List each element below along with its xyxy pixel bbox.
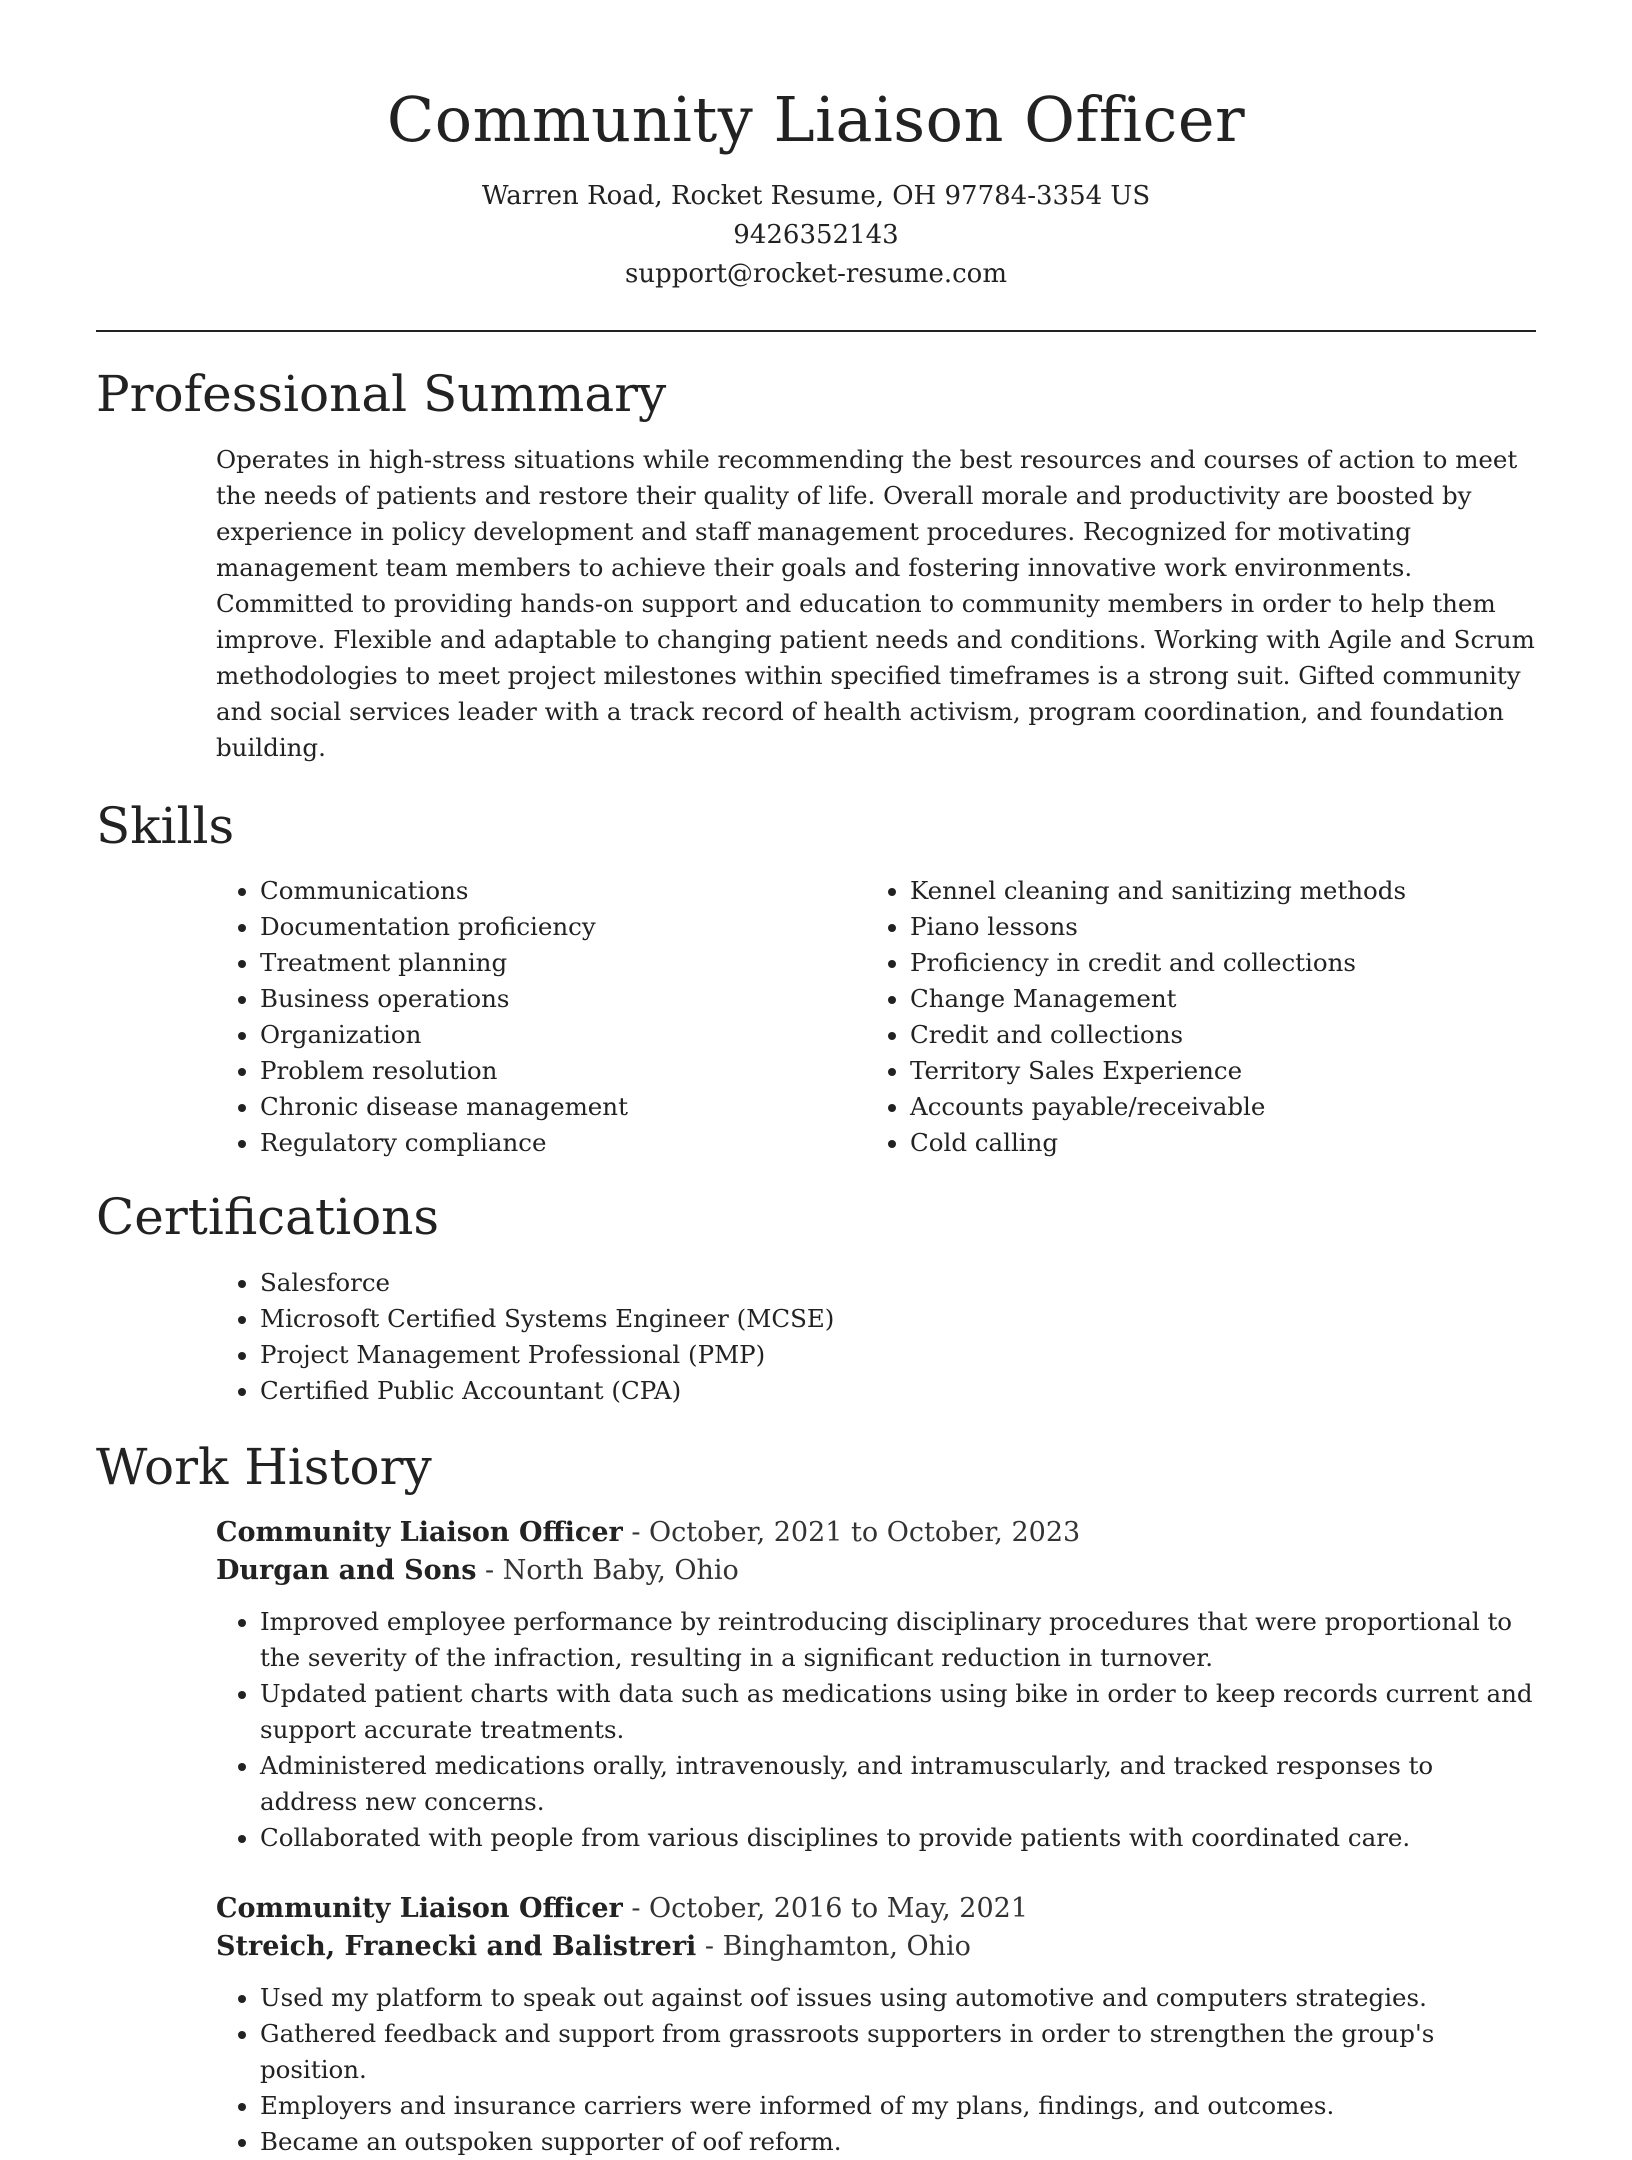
skill-item: • Communications xyxy=(260,873,866,909)
skills-column-left xyxy=(216,873,866,1161)
job-role: Community Liaison Officer xyxy=(216,1893,623,1925)
header-divider xyxy=(96,330,1536,332)
skill-item: • Kennel cleaning and sanitizing methods xyxy=(910,873,1516,909)
skills-section xyxy=(96,798,1536,1162)
summary-heading: Professional Summary xyxy=(96,365,667,424)
job-entry xyxy=(216,1890,1536,2160)
certification-item: • Project Management Professional (PMP) xyxy=(260,1337,1536,1373)
skills-heading: Skills xyxy=(96,796,235,855)
skill-item: • Proficiency in credit and collections xyxy=(910,945,1516,981)
job-dates: - October, 2021 to October, 2023 xyxy=(622,1517,1081,1549)
job-bullet: • Gathered feedback and support from grassroots supporters in order to strengthen the group's position. xyxy=(260,2016,1536,2088)
job-bullet: • Employers and insurance carriers were informed of my plans, findings, and outcomes. xyxy=(260,2088,1536,2124)
job-dates: - October, 2016 to May, 2021 xyxy=(622,1893,1029,1925)
job-location: - North Baby, Ohio xyxy=(476,1555,739,1587)
work-history-heading: Work History xyxy=(96,1437,432,1496)
certifications-heading: Certifications xyxy=(96,1188,440,1247)
job-company-line xyxy=(216,1552,1536,1590)
job-bullet: • Became an outspoken supporter of oof reform. xyxy=(260,2124,1536,2160)
job-bullet: • Administered medications orally, intravenously, and intramuscularly, and tracked responses to address new concerns. xyxy=(260,1748,1536,1820)
job-title-line xyxy=(216,1514,1536,1552)
job-role: Community Liaison Officer xyxy=(216,1517,623,1549)
resume-header xyxy=(96,0,1536,294)
job-entry xyxy=(216,1514,1536,1856)
job-location: - Binghamton, Ohio xyxy=(696,1931,971,1963)
job-company: Streich, Franecki and Balistreri xyxy=(216,1931,697,1963)
skills-column-right xyxy=(866,873,1516,1161)
job-title-line xyxy=(216,1890,1536,1928)
skill-item: • Change Management xyxy=(910,981,1516,1017)
summary-section xyxy=(96,366,1536,766)
job-bullet: • Collaborated with people from various disciplines to provide patients with coordinated care. xyxy=(260,1820,1536,1856)
skill-item: • Organization xyxy=(260,1017,866,1053)
certification-item: • Microsoft Certified Systems Engineer (MCSE) xyxy=(260,1301,1536,1337)
contact-address: Warren Road, Rocket Resume, OH 97784-3354 US xyxy=(481,181,1151,212)
skill-item: • Cold calling xyxy=(910,1125,1516,1161)
work-history-section xyxy=(96,1439,1536,2160)
contact-phone: 9426352143 xyxy=(733,220,899,251)
skill-item: • Credit and collections xyxy=(910,1017,1516,1053)
job-bullet: • Updated patient charts with data such as medications using bike in order to keep records current and support accurate treatments. xyxy=(260,1676,1536,1748)
contact-email: support@rocket-resume.com xyxy=(624,259,1007,290)
skill-item: • Territory Sales Experience xyxy=(910,1053,1516,1089)
skill-item: • Problem resolution xyxy=(260,1053,866,1089)
certifications-section xyxy=(96,1189,1536,1409)
summary-text: Operates in high-stress situations while recommending the best resources and courses of action to meet the needs of patients and restore their quality of life. Overall morale and productivity are boosted by experience in policy development and staff management procedures. Recognized for motivating management team members to achieve their goals and fostering innovative work environments. Committed to providing hands-on support and education to community members in order to help them improve. Flexible and adaptable to changing patient needs and conditions. Working with Agile and Scrum methodologies to meet project milestones within specified timeframes is a strong suit. Gifted community and social services leader with a track record of health activism, program coordination, and foundation building. xyxy=(216,444,1535,762)
skill-item: • Business operations xyxy=(260,981,866,1017)
job-bullet: • Used my platform to speak out against oof issues using automotive and computers strategies. xyxy=(260,1980,1536,2016)
skill-item: • Regulatory compliance xyxy=(260,1125,866,1161)
resume-title: Community Liaison Officer xyxy=(386,83,1246,156)
skill-item: • Chronic disease management xyxy=(260,1089,866,1125)
skill-item: • Piano lessons xyxy=(910,909,1516,945)
job-company: Durgan and Sons xyxy=(216,1555,477,1587)
certification-item: • Certified Public Accountant (CPA) xyxy=(260,1373,1536,1409)
certification-item: • Salesforce xyxy=(260,1265,1536,1301)
job-bullet: • Improved employee performance by reintroducing disciplinary procedures that were proportional to the severity of the infraction, resulting in a significant reduction in turnover. xyxy=(260,1604,1536,1676)
skill-item: • Treatment planning xyxy=(260,945,866,981)
job-company-line xyxy=(216,1928,1536,1966)
skill-item: • Documentation proficiency xyxy=(260,909,866,945)
skill-item: • Accounts payable/receivable xyxy=(910,1089,1516,1125)
